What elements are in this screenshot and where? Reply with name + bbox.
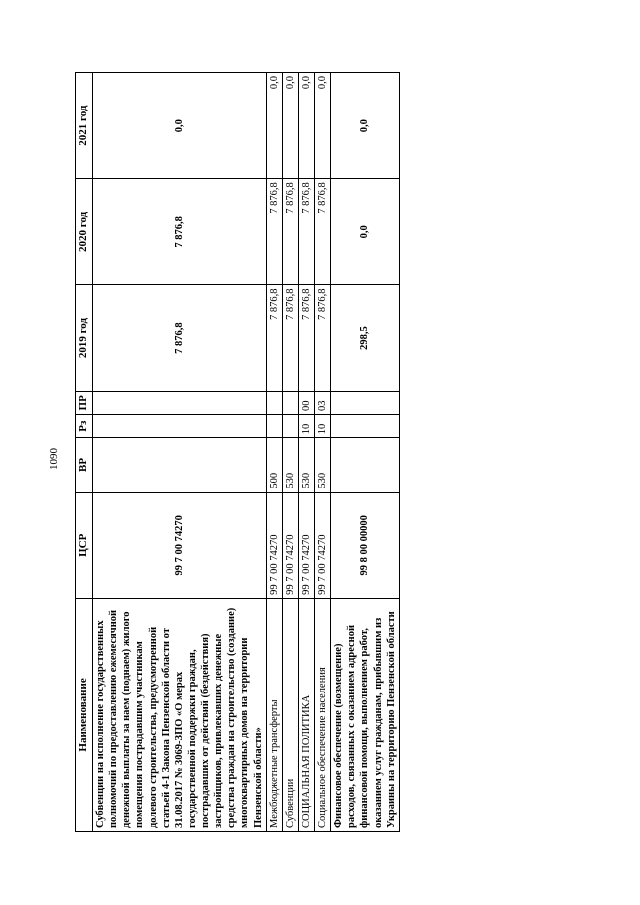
row-vr bbox=[331, 438, 400, 492]
row-csr: 99 7 00 74270 bbox=[266, 492, 282, 598]
row-name: Субвенции на исполнение государственных полномочий по предоставлению ежемесячной денежной выплаты за наем (поднаем) жилого помещения пострадавшим участникам долевого строительства, предусмотренной статьей 4-1 Закона Пензенской области от 31.08.2017 № 3069-ЗПО «О мерах государственной поддержки граждан, пострадавших от действий (бездействия) застройщиков, привлекавших денежные средства граждан на строительство (создание) многоквартирных домов на территории Пензенской области» bbox=[93, 598, 267, 831]
row-csr: 99 8 00 00000 bbox=[331, 492, 400, 598]
row-csr: 99 7 00 74270 bbox=[282, 492, 298, 598]
row-2021: 0,0 bbox=[93, 73, 267, 179]
table-row bbox=[266, 73, 282, 832]
row-2019: 7 876,8 bbox=[315, 285, 331, 391]
table-row bbox=[282, 73, 298, 832]
rotated-table-wrapper bbox=[75, 72, 575, 832]
row-pr: 00 bbox=[298, 391, 314, 414]
row-2019: 7 876,8 bbox=[282, 285, 298, 391]
row-2021: 0,0 bbox=[282, 73, 298, 179]
page-number: 1090 bbox=[48, 448, 60, 470]
row-2020: 7 876,8 bbox=[266, 179, 282, 285]
row-name: Субвенции bbox=[282, 598, 298, 831]
header-csr: ЦСР bbox=[76, 492, 93, 598]
row-rz: 10 bbox=[298, 414, 314, 437]
row-2021: 0,0 bbox=[315, 73, 331, 179]
row-name: Социальное обеспечение населения bbox=[315, 598, 331, 831]
row-vr: 530 bbox=[282, 438, 298, 492]
row-pr bbox=[93, 391, 267, 414]
row-2021: 0,0 bbox=[298, 73, 314, 179]
row-vr: 500 bbox=[266, 438, 282, 492]
row-csr: 99 7 00 74270 bbox=[298, 492, 314, 598]
table-row bbox=[331, 73, 400, 832]
header-2021: 2021 год bbox=[76, 73, 93, 179]
row-2020: 7 876,8 bbox=[93, 179, 267, 285]
header-vr: ВР bbox=[76, 438, 93, 492]
header-name: Наименование bbox=[76, 598, 93, 831]
row-2020: 7 876,8 bbox=[298, 179, 314, 285]
table-row bbox=[315, 73, 331, 832]
row-2020: 0,0 bbox=[331, 179, 400, 285]
row-pr bbox=[331, 391, 400, 414]
row-name: Межбюджетные трансферты bbox=[266, 598, 282, 831]
row-rz bbox=[331, 414, 400, 437]
row-2019: 7 876,8 bbox=[266, 285, 282, 391]
row-rz bbox=[93, 414, 267, 437]
table-row bbox=[298, 73, 314, 832]
row-name: СОЦИАЛЬНАЯ ПОЛИТИКА bbox=[298, 598, 314, 831]
row-2020: 7 876,8 bbox=[282, 179, 298, 285]
row-rz: 10 bbox=[315, 414, 331, 437]
row-csr: 99 7 00 74270 bbox=[315, 492, 331, 598]
header-2020: 2020 год bbox=[76, 179, 93, 285]
table-row bbox=[93, 73, 267, 832]
row-2020: 7 876,8 bbox=[315, 179, 331, 285]
header-rz: Рз bbox=[76, 414, 93, 437]
row-2021: 0,0 bbox=[331, 73, 400, 179]
row-vr: 530 bbox=[315, 438, 331, 492]
row-2019: 298,5 bbox=[331, 285, 400, 391]
header-pr: ПР bbox=[76, 391, 93, 414]
budget-table bbox=[75, 72, 400, 832]
row-rz bbox=[282, 414, 298, 437]
row-2021: 0,0 bbox=[266, 73, 282, 179]
row-pr: 03 bbox=[315, 391, 331, 414]
header-2019: 2019 год bbox=[76, 285, 93, 391]
row-2019: 7 876,8 bbox=[298, 285, 314, 391]
row-2019: 7 876,8 bbox=[93, 285, 267, 391]
row-vr bbox=[93, 438, 267, 492]
row-pr bbox=[282, 391, 298, 414]
row-name: Финансовое обеспечение (возмещение) расходов, связанных с оказанием адресной финансовой помощи, выполнением работ, оказанием услуг гражданам, прибывшим из Украины на территорию Пензенской области bbox=[331, 598, 400, 831]
header-row bbox=[76, 73, 93, 832]
row-vr: 530 bbox=[298, 438, 314, 492]
row-rz bbox=[266, 414, 282, 437]
row-csr: 99 7 00 74270 bbox=[93, 492, 267, 598]
row-pr bbox=[266, 391, 282, 414]
